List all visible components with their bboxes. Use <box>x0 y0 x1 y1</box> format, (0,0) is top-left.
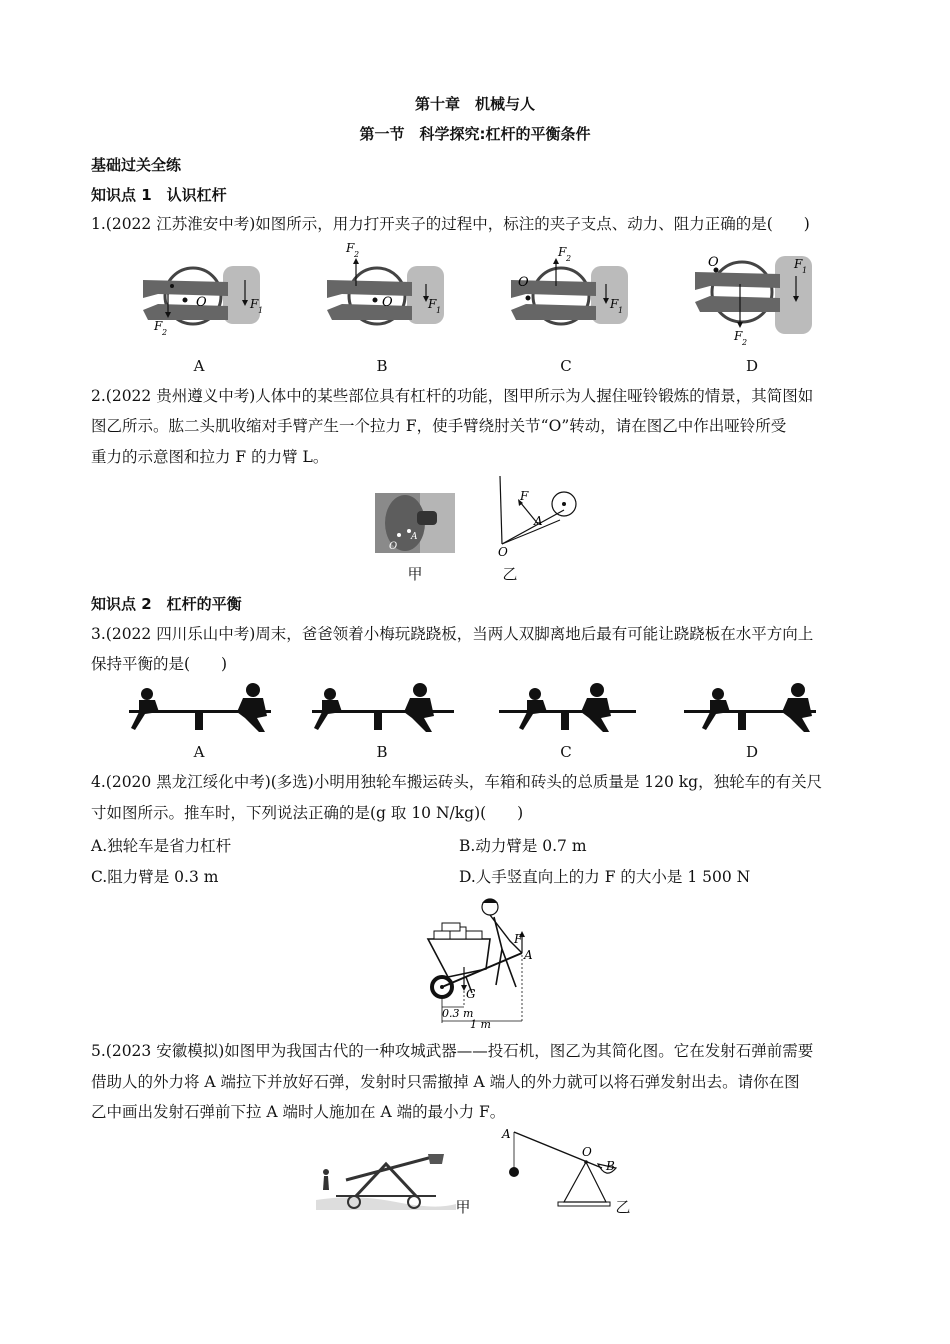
svg-text:O: O <box>518 275 529 290</box>
part-title: 基础过关全练 <box>91 156 182 174</box>
svg-text:F: F <box>250 297 259 311</box>
q3-line-1: 3.(2022 四川乐山中考)周末，爸爸领着小梅玩跷跷板，当两人双脚离地后最有可能让跷跷板在水平方向上 <box>91 625 814 643</box>
q2-caption-jia: 甲 <box>407 565 423 583</box>
q1-figure-d <box>690 238 812 348</box>
svg-text:1: 1 <box>802 266 808 275</box>
q5-caption-yi: 乙 <box>615 1198 631 1216</box>
q5-line-2: 借助人的外力将 A 端拉下并放好石弹，发射时只需撤掉 A 端人的外力就可以将石弹发射出去。请你在图 <box>91 1073 800 1091</box>
q2-line-1: 2.(2022 贵州遵义中考)人体中的某些部位具有杠杆的功能，图甲所示为人握住哑铃锻炼的情景，其简图如 <box>91 387 814 405</box>
q1-figure-a <box>138 238 264 348</box>
q1-option-a: A <box>193 357 205 375</box>
q4-wheelbarrow-figure <box>418 893 548 1031</box>
svg-text:2: 2 <box>742 338 748 347</box>
q4-choice-d: D.人手竖直向上的力 F 的大小是 1 500 N <box>459 868 751 886</box>
q4-choice-a: A.独轮车是省力杠杆 <box>91 837 232 855</box>
svg-text:1 m: 1 m <box>470 1018 491 1031</box>
q2-line-2: 图乙所示。肱二头肌收缩对手臂产生一个拉力 F，使手臂绕肘关节“O”转动，请在图乙中作出哑铃所受 <box>91 417 787 435</box>
q1-option-b: B <box>376 357 388 375</box>
q1-option-c: C <box>560 357 572 375</box>
q1a-label-o: O <box>196 295 207 310</box>
svg-text:O: O <box>389 541 398 552</box>
svg-text:F: F <box>428 297 437 311</box>
svg-text:F: F <box>734 329 743 343</box>
q4-choice-c: C.阻力臂是 0.3 m <box>91 868 219 886</box>
svg-text:1: 1 <box>618 306 624 315</box>
svg-text:A: A <box>411 532 418 542</box>
q4-choice-b: B.动力臂是 0.7 m <box>459 837 587 855</box>
svg-text:A: A <box>524 948 533 962</box>
chapter-title: 第十章 机械与人 <box>414 95 535 113</box>
svg-text:A: A <box>534 514 543 528</box>
q5-diagram-yi <box>498 1124 618 1216</box>
q3-seesaw-c <box>495 682 640 734</box>
q1-figure-b <box>322 238 444 348</box>
svg-text:F: F <box>514 932 523 946</box>
q3-option-a: A <box>193 743 205 761</box>
svg-text:0.3 m: 0.3 m <box>442 1007 474 1020</box>
svg-text:O: O <box>582 1145 592 1159</box>
q3-option-b: B <box>376 743 388 761</box>
svg-text:F: F <box>610 297 619 311</box>
q5-trebuchet-jia <box>316 1150 456 1210</box>
svg-text:1: 1 <box>258 306 264 315</box>
svg-text:F: F <box>794 257 803 271</box>
svg-text:O: O <box>708 255 719 270</box>
knowledge-point-2: 知识点 2 杠杆的平衡 <box>91 595 242 613</box>
q1-option-d: D <box>745 357 759 375</box>
q3-seesaw-b <box>308 682 458 734</box>
q1-figure-c <box>506 238 628 348</box>
svg-text:2: 2 <box>566 254 572 263</box>
svg-text:1: 1 <box>436 306 442 315</box>
svg-text:2: 2 <box>162 328 168 337</box>
section-title: 第一节 科学探究:杠杆的平衡条件 <box>359 125 591 143</box>
q4-line-2: 寸如图所示。推车时，下列说法正确的是(g 取 10 N/kg)( ) <box>91 804 524 822</box>
svg-text:B: B <box>606 1159 615 1173</box>
svg-text:F: F <box>558 245 567 259</box>
q5-line-1: 5.(2023 安徽模拟)如图甲为我国古代的一种攻城武器——投石机，图乙为其简化图。它在发射石弹前需要 <box>91 1042 814 1060</box>
svg-text:F: F <box>154 319 163 333</box>
svg-text:F: F <box>346 241 355 255</box>
svg-text:2: 2 <box>354 250 360 259</box>
q3-line-2: 保持平衡的是( ) <box>91 655 228 673</box>
q3-option-c: C <box>560 743 572 761</box>
q2-line-3: 重力的示意图和拉力 F 的力臂 L。 <box>91 448 329 466</box>
svg-text:O: O <box>382 295 393 310</box>
q3-seesaw-a <box>125 682 275 734</box>
q3-option-d: D <box>745 743 759 761</box>
knowledge-point-1: 知识点 1 认识杠杆 <box>91 186 227 204</box>
q4-line-1: 4.(2020 黑龙江绥化中考)(多选)小明用独轮车搬运砖头，车箱和砖头的总质量是 120 kg，独轮车的有关尺 <box>91 773 823 791</box>
q2-photo-jia <box>375 493 455 553</box>
svg-text:O: O <box>498 545 508 559</box>
q2-diagram-yi <box>492 472 587 560</box>
svg-text:F: F <box>520 489 529 503</box>
q2-caption-yi: 乙 <box>502 565 518 583</box>
svg-text:G: G <box>466 987 476 1001</box>
q5-line-3: 乙中画出发射石弹前下拉 A 端时人施加在 A 端的最小力 F。 <box>91 1103 506 1121</box>
q3-seesaw-d <box>680 682 820 734</box>
q1-text: 1.(2022 江苏淮安中考)如图所示，用力打开夹子的过程中，标注的夹子支点、动力、阻力正确的是( ) <box>91 215 810 233</box>
q5-caption-jia: 甲 <box>455 1198 471 1216</box>
svg-text:A: A <box>502 1127 511 1141</box>
